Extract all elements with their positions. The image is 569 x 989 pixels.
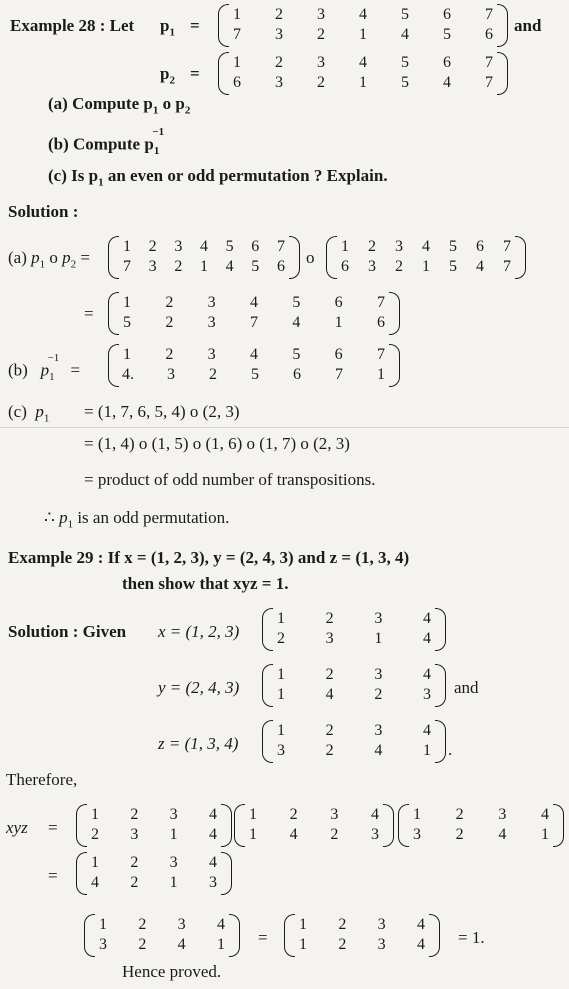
- matrix-cell: 3: [317, 6, 325, 23]
- part-a-expr: (a) $p_1$ o $p_2$ =: [8, 248, 90, 271]
- matrix-result-2a: [84, 914, 240, 958]
- matrix-cell: 2: [165, 294, 174, 311]
- matrix-cell: 4: [422, 666, 431, 683]
- matrix-cell: 1: [123, 346, 131, 363]
- matrix-row-top: [122, 346, 386, 364]
- matrix-cell: 1: [359, 26, 367, 43]
- equals-sign: =: [84, 304, 94, 323]
- left-paren: [326, 236, 337, 279]
- matrix-cell: 3: [130, 826, 139, 843]
- matrix-cell: 6: [443, 54, 451, 71]
- right-paren: [435, 720, 446, 763]
- matrix-cell: 3: [99, 936, 107, 953]
- matrix-cell: 1: [299, 916, 307, 933]
- question-c: (c) Is $p_1$ an even or odd permutation ? Explain.: [48, 166, 388, 189]
- matrix-cell: 1: [359, 74, 367, 91]
- matrix-cell: 2: [91, 826, 99, 843]
- matrix-cell: 2: [275, 6, 283, 23]
- matrix-cell: 7: [233, 26, 241, 43]
- matrix-cell: 1: [422, 742, 431, 759]
- matrix-y: [262, 664, 446, 708]
- right-paren: [497, 4, 508, 47]
- matrix-cell: 5: [401, 6, 409, 23]
- equals-sign: =: [190, 64, 200, 83]
- matrix-cell: 3: [167, 366, 175, 383]
- matrix-cell: 1: [99, 916, 107, 933]
- matrix-row-bottom: [232, 74, 494, 92]
- right-paren: [383, 804, 394, 847]
- matrix-cell: 4: [416, 936, 425, 953]
- matrix-cell: 4: [199, 238, 208, 255]
- matrix-cell: 5: [401, 74, 409, 91]
- example-29-label: Example 29 : If x = (1, 2, 3), y = (2, 4, 3) and z = (1, 3, 4): [8, 548, 410, 567]
- matrix-cell: 2: [338, 936, 347, 953]
- matrix-cell: 1: [91, 854, 99, 871]
- matrix-cell: 1: [277, 722, 285, 739]
- matrix-cell: 4: [91, 874, 99, 891]
- matrix-row-top: [340, 238, 512, 256]
- matrix-cell: 6: [476, 238, 484, 255]
- matrix-cell: 4: [249, 294, 258, 311]
- part-c-conclusion: ∴ $p_1$ is an odd permutation.: [44, 508, 230, 531]
- matrix-cell: 3: [374, 666, 383, 683]
- matrix-cell: 3: [395, 238, 403, 255]
- matrix-row-top: [276, 610, 432, 628]
- matrix-cell: 2: [368, 238, 376, 255]
- matrix-cell: 4: [422, 610, 431, 627]
- matrix-cell: 3: [277, 742, 285, 759]
- matrix-cell: 3: [208, 874, 217, 891]
- equals-sign: =: [258, 928, 268, 947]
- p2-symbol: $p_2$: [160, 64, 175, 87]
- matrix-z: [262, 720, 446, 764]
- question-b: (b) Compute $p_1^{-1}$: [48, 126, 165, 158]
- matrix-b: [108, 344, 400, 388]
- matrix-cell: 1: [374, 630, 383, 647]
- matrix-cell: 2: [330, 826, 339, 843]
- matrix-cell: 5: [123, 314, 131, 331]
- matrix-cell: 7: [123, 258, 131, 275]
- matrix-cell: 3: [177, 916, 186, 933]
- matrix-cell: 3: [275, 26, 283, 43]
- part-b-expr: (b) $p_1^{-1}$ =: [8, 352, 81, 384]
- matrix-cell: 2: [275, 54, 283, 71]
- matrix-cell: 1: [91, 806, 99, 823]
- matrix-cell: 1: [249, 826, 257, 843]
- matrix-row-bottom: [276, 686, 432, 704]
- part-c-line2: = (1, 4) o (1, 5) o (1, 6) o (1, 7) o (2, 3): [84, 434, 350, 453]
- matrix-row-bottom: [122, 314, 386, 332]
- right-paren: [515, 236, 526, 279]
- matrix-row-bottom: [298, 936, 426, 954]
- matrix-cell: 1: [123, 238, 131, 255]
- solution-heading: Solution :: [8, 202, 79, 221]
- matrix-cell: 6: [251, 238, 260, 255]
- matrix-cell: 1: [277, 666, 285, 683]
- matrix-cell: 3: [413, 826, 421, 843]
- matrix-cell: 1: [341, 238, 349, 255]
- matrix-cell: 7: [335, 366, 343, 383]
- left-paren: [76, 852, 87, 895]
- matrix-cell: 4: [476, 258, 484, 275]
- matrix-row-top: [122, 238, 286, 256]
- part-c-label: (c) $p_1$: [8, 402, 50, 425]
- question-a: (a) Compute $p_1$ o $p_2$: [48, 94, 191, 117]
- matrix-cell: 3: [207, 294, 216, 311]
- matrix-identity: [284, 914, 440, 958]
- right-paren: [221, 804, 232, 847]
- matrix-cell: 3: [370, 826, 379, 843]
- matrix-cell: 1: [169, 874, 178, 891]
- period: .: [448, 740, 453, 759]
- matrix-cell: 5: [292, 346, 301, 363]
- matrix-cell: 4: [422, 722, 431, 739]
- matrix-row-top: [122, 294, 386, 312]
- equals-sign: =: [48, 818, 58, 837]
- matrix-cell: 4: [289, 826, 298, 843]
- therefore-text: Therefore,: [6, 770, 78, 789]
- matrix-row-top: [276, 666, 432, 684]
- example-29-label-2: then show that xyz = 1.: [122, 574, 289, 593]
- matrix-cell: 4: [401, 26, 409, 43]
- right-paren: [289, 236, 300, 279]
- matrix-cell: 1: [199, 258, 208, 275]
- matrix-row-top: [232, 6, 494, 24]
- matrix-cell: 4: [249, 346, 258, 363]
- and-text: and: [454, 678, 479, 697]
- matrix-cell: 4: [208, 854, 217, 871]
- matrix-cell: 2: [209, 366, 217, 383]
- matrix-cell: 6: [376, 314, 385, 331]
- matrix-cell: 4: [208, 806, 217, 823]
- matrix-cell: 4: [208, 826, 217, 843]
- right-paren: [389, 344, 400, 387]
- matrix-row-bottom: [412, 826, 550, 844]
- matrix-row-bottom: [122, 258, 286, 276]
- hence-proved: Hence proved.: [122, 962, 222, 981]
- matrix-row-top: [98, 916, 226, 934]
- matrix-cell: 7: [485, 6, 493, 23]
- right-paren: [429, 914, 440, 957]
- matrix-row-bottom: [90, 874, 218, 892]
- matrix-p2: [218, 52, 508, 96]
- matrix-cell: 3: [169, 854, 178, 871]
- matrix-cell: 3: [374, 610, 383, 627]
- matrix-cell: 3: [368, 258, 376, 275]
- part-c-line3: = product of odd number of transpositions.: [84, 470, 376, 489]
- matrix-cell: 7: [485, 74, 493, 91]
- matrix-cell: 1: [123, 294, 131, 311]
- matrix-cell: 3: [374, 722, 383, 739]
- matrix-cell: 5: [251, 258, 260, 275]
- right-paren: [221, 852, 232, 895]
- matrix-cell: 3: [207, 346, 216, 363]
- matrix-row-top: [412, 806, 550, 824]
- matrix-row-bottom: [276, 630, 432, 648]
- matrix-z-product: [398, 804, 564, 848]
- and-text: and: [514, 16, 542, 35]
- right-paren: [229, 914, 240, 957]
- matrix-cell: 7: [503, 238, 511, 255]
- matrix-cell: 1: [277, 610, 285, 627]
- matrix-cell: 2: [455, 826, 464, 843]
- matrix-cell: 2: [374, 686, 383, 703]
- matrix-cell: 2: [325, 610, 334, 627]
- matrix-cell: 6: [293, 366, 301, 383]
- left-paren: [76, 804, 87, 847]
- matrix-cell: 2: [130, 874, 139, 891]
- p1-symbol: $p_1$: [160, 16, 175, 39]
- matrix-cell: 1: [413, 806, 421, 823]
- matrix-cell: 2: [138, 916, 147, 933]
- left-paren: [262, 664, 273, 707]
- matrix-cell: 3: [317, 54, 325, 71]
- matrix-cell: 1: [377, 366, 385, 383]
- z-definition: z = (1, 3, 4): [158, 734, 239, 753]
- matrix-cell: 5: [251, 366, 259, 383]
- matrix-cell: 4.: [122, 366, 134, 383]
- matrix-row-top: [248, 806, 380, 824]
- equals-sign: =: [48, 866, 58, 885]
- matrix-row-top: [298, 916, 426, 934]
- matrix-a1: [108, 236, 300, 280]
- left-paren: [108, 344, 119, 387]
- matrix-cell: 4: [422, 238, 430, 255]
- y-definition: y = (2, 4, 3): [158, 678, 240, 697]
- matrix-row-top: [90, 806, 218, 824]
- equals-one: = 1.: [458, 928, 485, 947]
- matrix-cell: 6: [334, 294, 343, 311]
- matrix-cell: 4: [416, 916, 425, 933]
- matrix-cell: 7: [376, 346, 385, 363]
- matrix-cell: 2: [277, 630, 285, 647]
- matrix-cell: 1: [233, 6, 241, 23]
- matrix-cell: 2: [174, 258, 183, 275]
- matrix-cell: 5: [449, 258, 457, 275]
- right-paren: [389, 292, 400, 335]
- matrix-cell: 4: [177, 936, 186, 953]
- matrix-cell: 2: [130, 854, 139, 871]
- left-paren: [234, 804, 245, 847]
- matrix-cell: 4: [216, 916, 225, 933]
- matrix-cell: 7: [249, 314, 258, 331]
- matrix-cell: 2: [325, 742, 334, 759]
- matrix-result-1: [76, 852, 232, 896]
- matrix-row-bottom: [122, 366, 386, 384]
- part-c-line1: = (1, 7, 6, 5, 4) o (2, 3): [84, 402, 240, 421]
- matrix-cell: 2: [395, 258, 403, 275]
- matrix-a2: [326, 236, 526, 280]
- left-paren: [218, 4, 229, 47]
- matrix-row-bottom: [248, 826, 380, 844]
- matrix-cell: 2: [165, 314, 174, 331]
- left-paren: [398, 804, 409, 847]
- matrix-cell: 4: [374, 742, 383, 759]
- matrix-cell: 5: [449, 238, 457, 255]
- matrix-cell: 3: [377, 916, 386, 933]
- matrix-cell: 4: [443, 74, 451, 91]
- matrix-row-bottom: [232, 26, 494, 44]
- solution-29-label: Solution : Given: [8, 622, 127, 641]
- matrix-a3: [108, 292, 400, 336]
- matrix-cell: 4: [292, 314, 301, 331]
- x-definition: x = (1, 2, 3): [158, 622, 240, 641]
- matrix-cell: 3: [169, 806, 178, 823]
- matrix-cell: 1: [277, 686, 285, 703]
- matrix-cell: 6: [276, 258, 285, 275]
- matrix-cell: 2: [130, 806, 139, 823]
- matrix-cell: 5: [443, 26, 451, 43]
- matrix-cell: 4: [370, 806, 379, 823]
- divider: [0, 427, 569, 428]
- left-paren: [262, 720, 273, 763]
- matrix-cell: 7: [376, 294, 385, 311]
- matrix-cell: 3: [148, 258, 157, 275]
- matrix-cell: 4: [359, 54, 367, 71]
- matrix-row-top: [232, 54, 494, 72]
- matrix-cell: 2: [289, 806, 298, 823]
- matrix-cell: 4: [540, 806, 549, 823]
- matrix-cell: 3: [377, 936, 386, 953]
- matrix-cell: 3: [275, 74, 283, 91]
- matrix-row-bottom: [90, 826, 218, 844]
- matrix-cell: 1: [422, 258, 430, 275]
- matrix-cell: 2: [338, 916, 347, 933]
- matrix-cell: 4: [225, 258, 234, 275]
- left-paren: [108, 292, 119, 335]
- matrix-cell: 6: [233, 74, 241, 91]
- matrix-cell: 6: [341, 258, 349, 275]
- matrix-x-product: [76, 804, 232, 848]
- matrix-cell: 2: [317, 74, 325, 91]
- matrix-row-bottom: [98, 936, 226, 954]
- matrix-cell: 5: [225, 238, 234, 255]
- matrix-cell: 2: [455, 806, 464, 823]
- matrix-cell: 3: [498, 806, 507, 823]
- matrix-row-bottom: [340, 258, 512, 276]
- xyz-symbol: xyz: [6, 818, 28, 837]
- matrix-cell: 2: [148, 238, 157, 255]
- matrix-cell: 4: [422, 630, 431, 647]
- matrix-cell: 3: [174, 238, 183, 255]
- matrix-cell: 7: [276, 238, 285, 255]
- matrix-cell: 4: [325, 686, 334, 703]
- right-paren: [435, 664, 446, 707]
- example-28-label: Example 28 : Let: [10, 16, 135, 35]
- matrix-cell: 1: [299, 936, 307, 953]
- left-paren: [284, 914, 295, 957]
- matrix-cell: 7: [485, 54, 493, 71]
- matrix-cell: 2: [325, 722, 334, 739]
- matrix-cell: 6: [485, 26, 493, 43]
- equals-sign: =: [190, 16, 200, 35]
- right-paren: [553, 804, 564, 847]
- matrix-cell: 5: [292, 294, 301, 311]
- matrix-cell: 4: [498, 826, 507, 843]
- matrix-cell: 1: [249, 806, 257, 823]
- matrix-cell: 7: [503, 258, 511, 275]
- matrix-row-bottom: [276, 742, 432, 760]
- right-paren: [497, 52, 508, 95]
- matrix-cell: 1: [334, 314, 343, 331]
- right-paren: [435, 608, 446, 651]
- matrix-cell: 2: [138, 936, 147, 953]
- matrix-cell: 3: [422, 686, 431, 703]
- matrix-cell: 5: [401, 54, 409, 71]
- matrix-cell: 4: [359, 6, 367, 23]
- matrix-cell: 1: [233, 54, 241, 71]
- matrix-cell: 1: [169, 826, 178, 843]
- matrix-cell: 6: [334, 346, 343, 363]
- matrix-x: [262, 608, 446, 652]
- compose-op: o: [306, 248, 315, 267]
- left-paren: [218, 52, 229, 95]
- matrix-cell: 1: [540, 826, 549, 843]
- matrix-p1: [218, 4, 508, 48]
- left-paren: [108, 236, 119, 279]
- matrix-row-top: [276, 722, 432, 740]
- matrix-cell: 2: [165, 346, 174, 363]
- matrix-cell: 2: [325, 666, 334, 683]
- matrix-row-top: [90, 854, 218, 872]
- matrix-y-product: [234, 804, 394, 848]
- left-paren: [262, 608, 273, 651]
- matrix-cell: 3: [325, 630, 334, 647]
- matrix-cell: 2: [317, 26, 325, 43]
- matrix-cell: 6: [443, 6, 451, 23]
- matrix-cell: 3: [330, 806, 339, 823]
- matrix-cell: 1: [216, 936, 225, 953]
- left-paren: [84, 914, 95, 957]
- matrix-cell: 3: [207, 314, 216, 331]
